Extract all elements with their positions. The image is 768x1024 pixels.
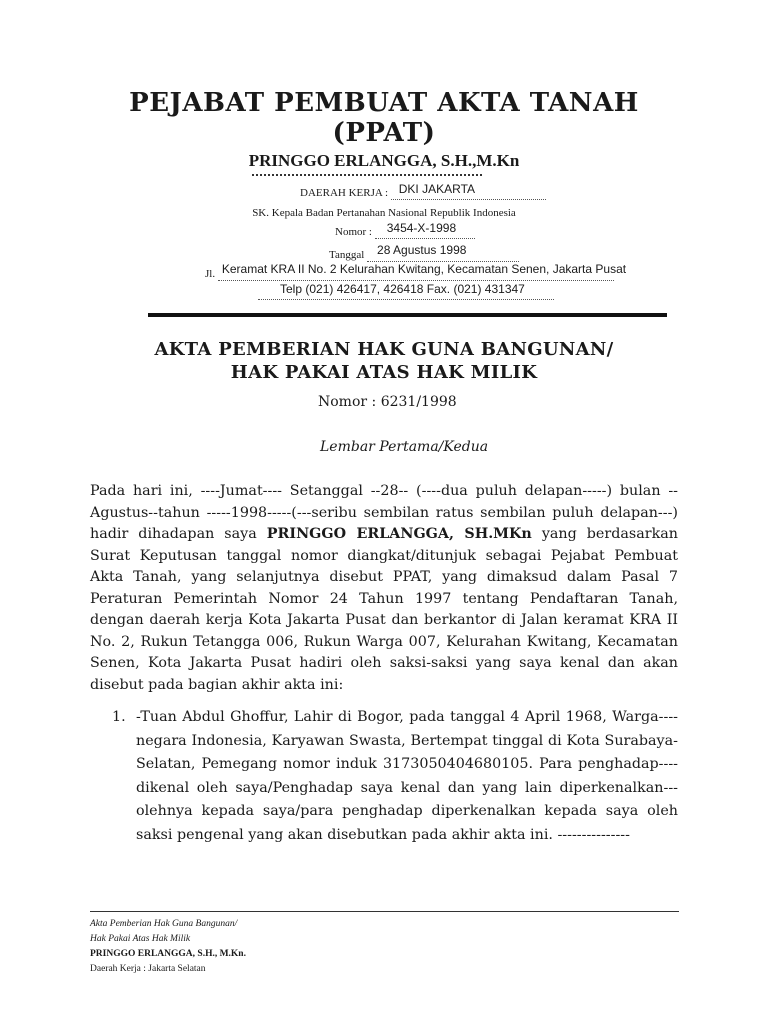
list-item-text: -Tuan Abdul Ghoffur, Lahir di Bogor, pada tanggal 4 April 1968, Warga----negara Indonesia, Karyawan Swasta, Bertempat tinggal di Kota Surabaya-Selatan, Pemegang nomor induk 3173050404680105. Para penghadap----dikenal oleh saya/Penghadap saya kenal dan yang lain diperkenalkan---olehnya kepada saya/para penghadap diperkenalkan kepada saya oleh saksi pengenal yang akan disebutkan pada akhir akta ini. --------------- — [136, 709, 678, 843]
page-footer — [90, 917, 246, 977]
footer-line3: PRINGGO ERLANGGA, S.H., M.Kn. — [90, 949, 246, 959]
nomor-sk-row — [335, 221, 475, 239]
tanggal-field — [367, 243, 519, 262]
ppat-name-inline: PRINGGO ERLANGGA, SH.MKn — [266, 526, 532, 542]
akta-title-line1: AKTA PEMBERIAN HAK GUNA BANGUNAN/ — [154, 339, 614, 360]
list-item-number: 1. — [112, 709, 126, 725]
tanggal-label: Tanggal — [329, 249, 365, 261]
nomor-sk-value: 3454-X-1998 — [386, 221, 457, 235]
address-value: Keramat KRA II No. 2 Kelurahan Kwitang, Kecamatan Senen, Jakarta Pusat — [221, 262, 627, 276]
tanggal-value: 28 Agustus 1998 — [377, 243, 467, 257]
letterhead-title-line1: PEJABAT PEMBUAT AKTA TANAH — [129, 88, 639, 118]
letterhead-title — [0, 88, 768, 148]
footer-line2: Hak Pakai Atas Hak Milik — [90, 934, 191, 944]
footer-line4: Daerah Kerja : Jakarta Selatan — [90, 964, 206, 974]
nomor-sk-field — [375, 221, 475, 239]
footer-line1: Akta Pemberian Hak Guna Bangunan/ — [90, 919, 238, 929]
lembar-label: Lembar Pertama/Kedua — [320, 439, 489, 455]
daerah-kerja-label: DAERAH KERJA : — [300, 187, 389, 199]
jl-label: Jl. — [205, 268, 216, 280]
opening-text-end: yang berdasarkan Surat Keputusan tanggal nomor diangkat/ditunjuk sebagai Pejabat Pembuat Akta Tanah, yang selanjutnya disebut PPAT, yang dimaksud dalam Pasal 7 Peraturan Pemerintah Nomor 24 Tahun 1997 tentang Pendaftaran Tanah, dengan daerah kerja Kota Jakarta Pusat dan berkantor di Jalan keramat KRA II No. 2, Rukun Tetangga 006, Rukun Warga 007, Kelurahan Kwitang, Kecamatan Senen, Kota Jakarta Pusat hadiri oleh saksi-saksi yang saya kenal dan akan disebut pada bagian akhir akta ini: — [90, 526, 678, 693]
nomor-sk-label: Nomor : — [335, 226, 372, 238]
header-divider — [148, 313, 667, 317]
penghadap-list — [112, 706, 678, 847]
address-field — [218, 262, 627, 281]
daerah-kerja-value: DKI JAKARTA — [398, 182, 476, 196]
telp-row — [258, 282, 554, 300]
address-row — [205, 262, 627, 281]
footer-divider — [90, 911, 679, 912]
telp-value: Telp (021) 426417, 426418 Fax. (021) 431347 — [280, 282, 525, 296]
akta-title — [0, 338, 768, 384]
sk-line: SK. Kepala Badan Pertanahan Nasional Republik Indonesia — [252, 207, 516, 219]
telp-field — [258, 282, 554, 300]
tanggal-row — [329, 243, 519, 262]
opening-paragraph — [90, 481, 678, 696]
akta-title-line2: HAK PAKAI ATAS HAK MILIK — [230, 362, 538, 383]
letterhead-title-line2: (PPAT) — [332, 118, 436, 148]
name-dotted-underline — [252, 166, 482, 176]
ppat-name: PRINGGO ERLANGGA, S.H.,M.Kn — [248, 151, 520, 170]
akta-nomor: Nomor : 6231/1998 — [318, 394, 457, 410]
daerah-kerja-field — [391, 182, 546, 200]
opening-text-start: Pada hari ini, ----Jumat---- Setanggal --28-- (----dua puluh delapan-----) bulan --Agustus--tahun -----1998-----(---seribu sembilan ratus sembilan puluh delapan---) hadir dihadapan saya — [90, 483, 678, 542]
daerah-kerja-row — [300, 182, 546, 200]
